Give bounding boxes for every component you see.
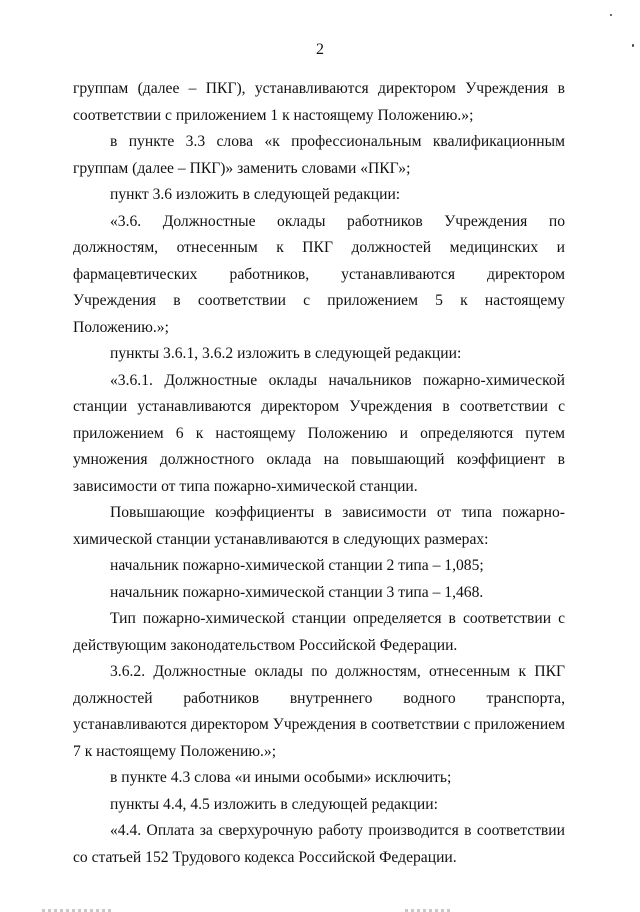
paragraph-12: в пункте 4.3 слова «и иными особыми» исключить; (110, 769, 452, 786)
paragraph-7: Повышающие коэффициенты в зависимости от типа пожарно-химической станции устанавливаются в следующих размерах: (73, 504, 565, 548)
paragraph-6: «3.6.1. Должностные оклады начальников пожарно-химической станции устанавливаются директором Учреждения в соответствии с приложением 6 к настоящему Положению и определяются путем умножения должностного оклада на повышающий коэффициент в зависимости от типа пожарно-химической станции. (73, 371, 565, 495)
paragraph-8: начальник пожарно-химической станции 2 типа – 1,085; (110, 557, 484, 574)
paragraph-4: «3.6. Должностные оклады работников Учреждения по должностям, отнесенным к ПКГ должностей медицинских и фармацевтических работников, устанавливаются директором Учреждения в соответствии с приложением 5 к настоящему Положению.»; (73, 212, 565, 336)
page-number: 2 (316, 41, 324, 58)
paragraph-2: в пункте 3.3 слова «к профессиональным квалификационным группам (далее – ПКГ)» заменить словами «ПКГ»; (73, 133, 565, 177)
paragraph-14: «4.4. Оплата за сверхурочную работу производится в соответствии со статьей 152 Трудового кодекса Российской Федерации. (73, 822, 565, 866)
paragraph-3: пункт 3.6 изложить в следующей редакции: (110, 186, 401, 203)
document-body (73, 76, 565, 871)
paragraph-9: начальник пожарно-химической станции 3 типа – 1,468. (110, 583, 484, 601)
paragraph-5: пункты 3.6.1, 3.6.2 изложить в следующей редакции: (110, 345, 462, 362)
paragraph-13: пункты 4.4, 4.5 изложить в следующей редакции: (110, 795, 438, 813)
paragraph-11: 3.6.2. Должностные оклады по должностям, отнесенным к ПКГ должностей работников внутреннего водного транспорта, устанавливаются директором Учреждения в соответствии с приложением 7 к настоящему Положению.»; (73, 663, 565, 760)
scan-speck (610, 14, 612, 16)
paragraph-10: Тип пожарно-химической станции определяется в соответствии с действующим законодательством Российской Федерации. (73, 610, 565, 654)
paragraph-1: группам (далее – ПКГ), устанавливаются директором Учреждения в соответствии с приложением 1 к настоящему Положению.»; (73, 80, 565, 124)
